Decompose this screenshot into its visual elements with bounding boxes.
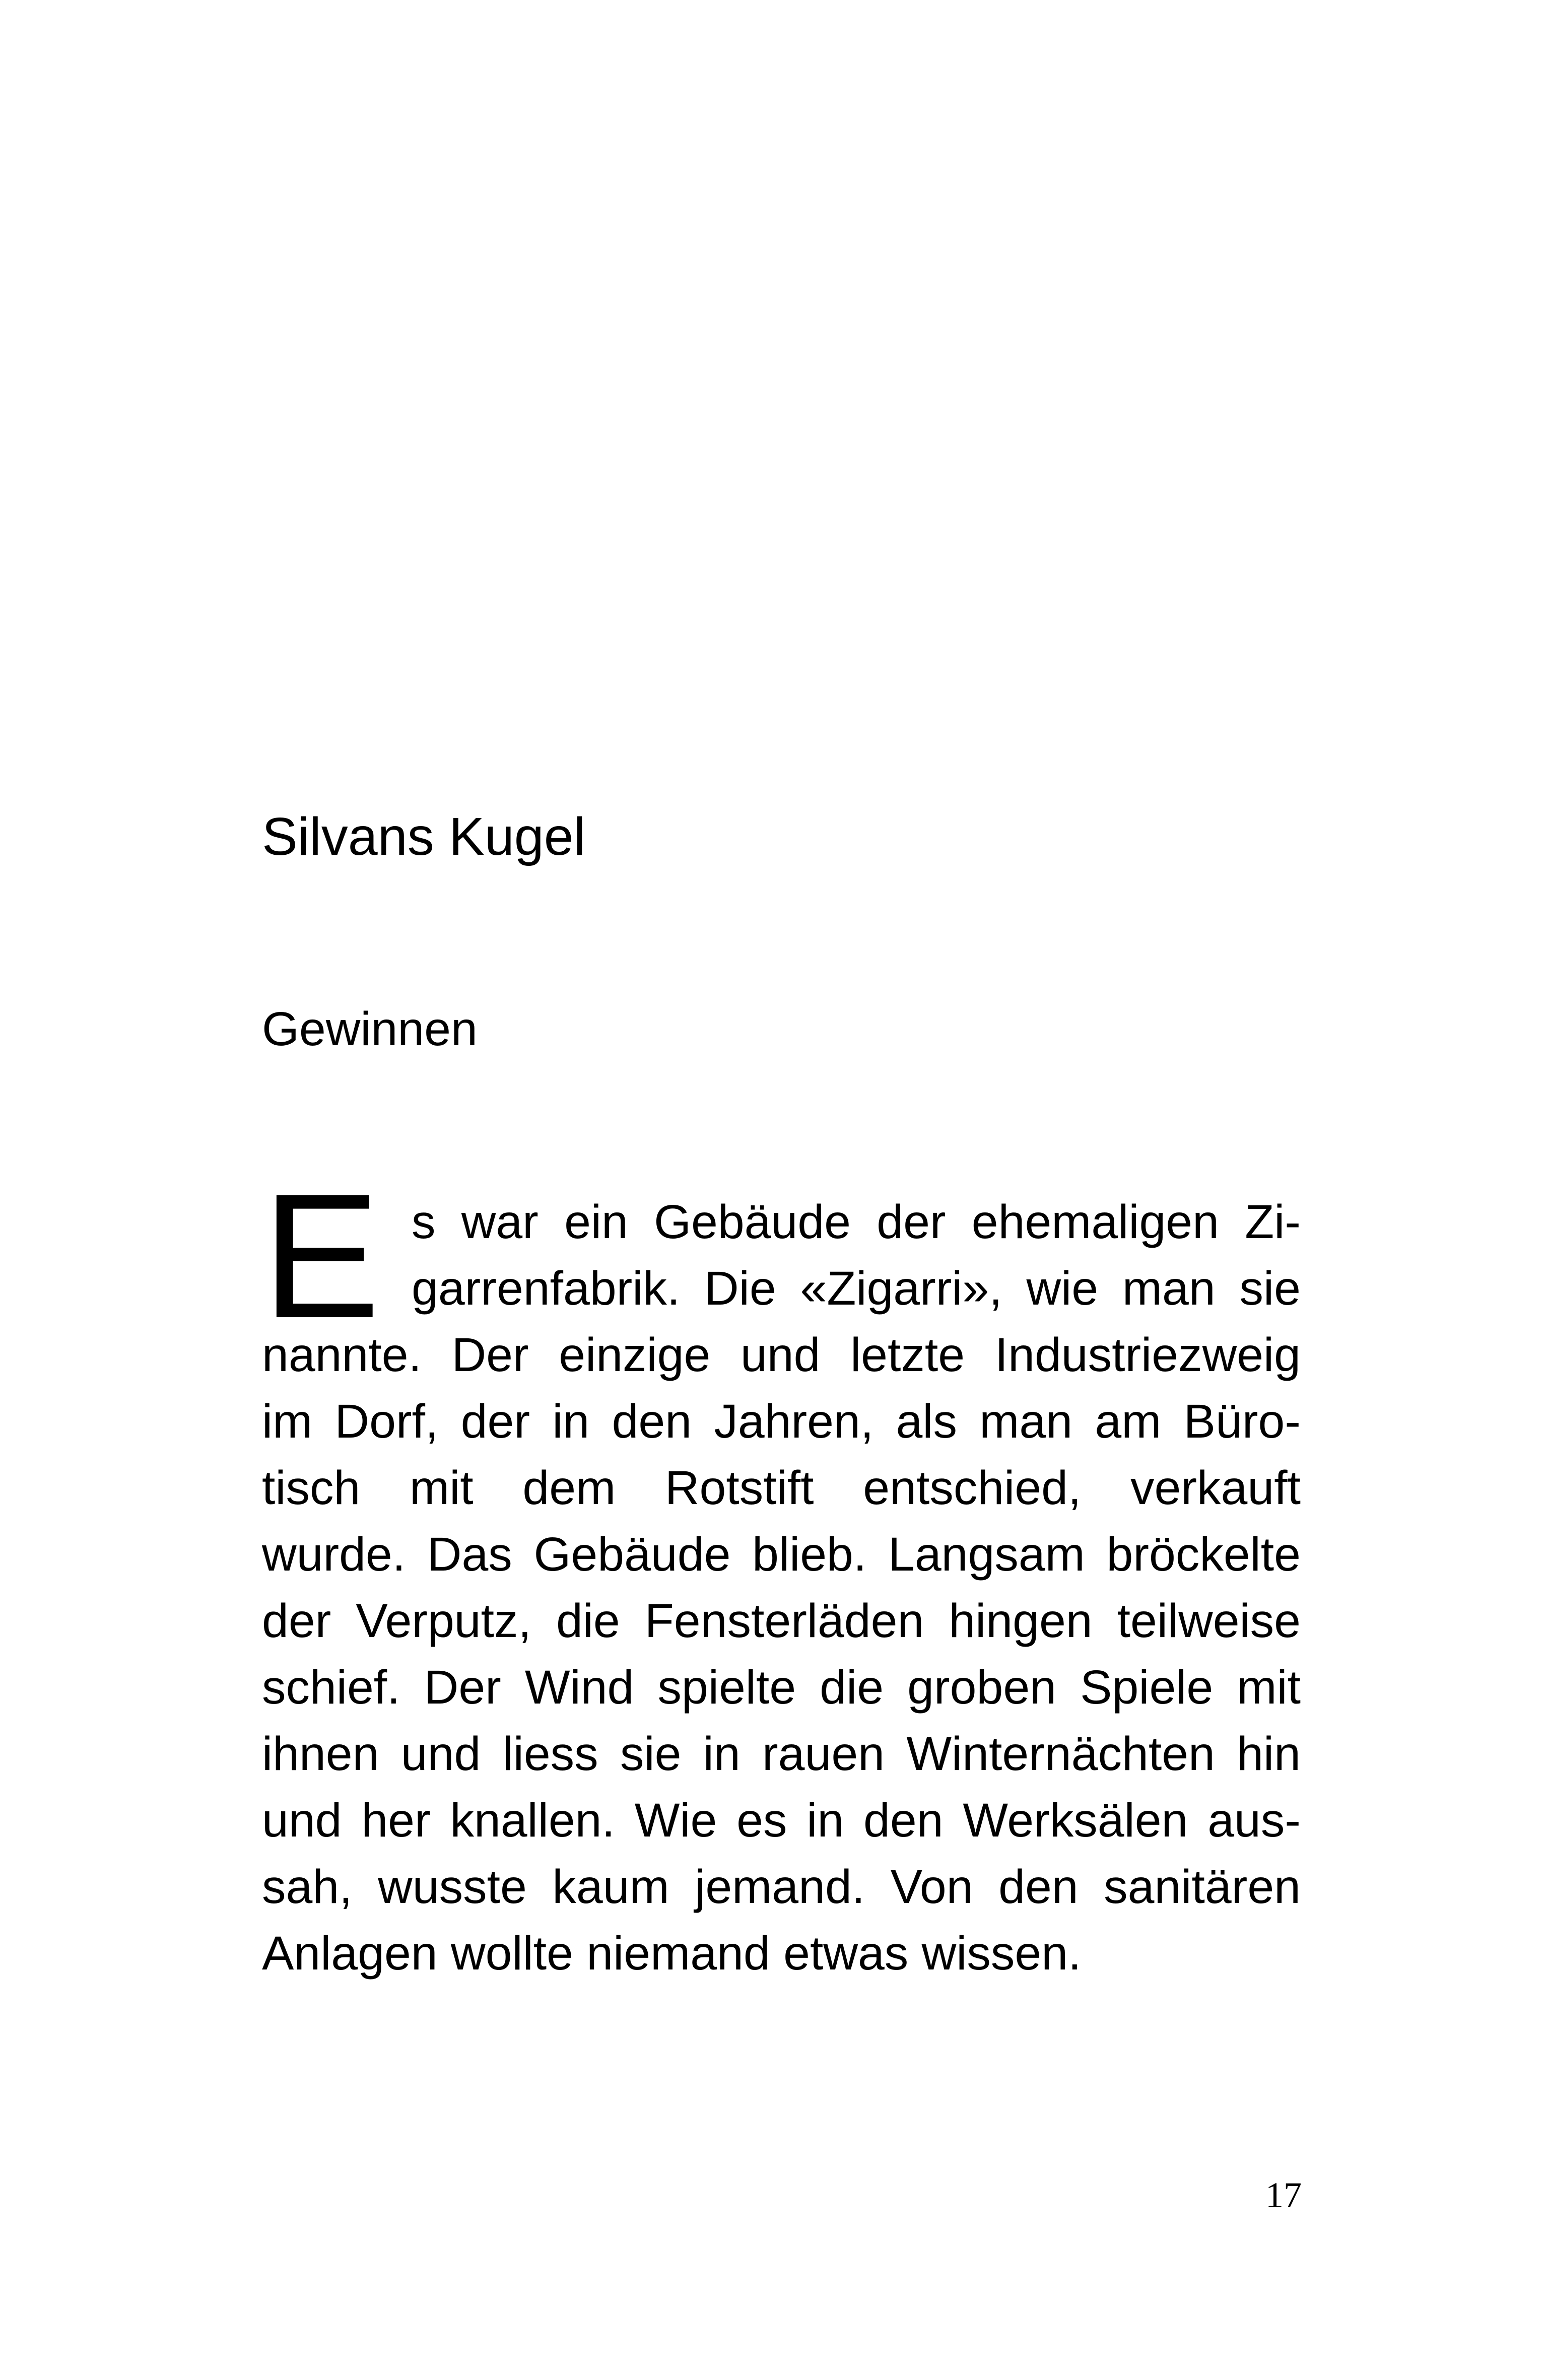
- paragraph-line: nannte. Der einzige und letzte Industriezweig: [262, 1328, 1301, 1382]
- paragraph-line: im Dorf, der in den Jahren, als man am Büro-: [262, 1395, 1301, 1448]
- drop-cap: E: [262, 1157, 380, 1355]
- paragraph-line: tisch mit dem Rotstift entschied, verkauft: [262, 1461, 1301, 1515]
- paragraph-line: sah, wusste kaum jemand. Von den sanitären: [262, 1860, 1301, 1914]
- paragraph-line: Anlagen wollte niemand etwas wissen.: [262, 1927, 1082, 1980]
- chapter-title: Silvans Kugel: [262, 807, 586, 866]
- paragraph-line: und her knallen. Wie es in den Werksälen aus-: [262, 1794, 1301, 1847]
- section-heading: Gewinnen: [262, 1002, 478, 1056]
- paragraph-line: wurde. Das Gebäude blieb. Langsam bröckelte: [262, 1528, 1301, 1581]
- paragraph-line: ihnen und liess sie in rauen Winternächten hin: [262, 1727, 1301, 1781]
- paragraph-line: der Verputz, die Fensterläden hingen teilweise: [262, 1594, 1301, 1648]
- body-paragraph: [262, 1157, 1301, 1987]
- paragraph-line: garrenfabrik. Die «Zigarri», wie man sie: [412, 1262, 1301, 1315]
- page-number: 17: [1265, 2175, 1302, 2215]
- paragraph-line: schief. Der Wind spielte die groben Spiele mit: [262, 1661, 1301, 1714]
- paragraph-line: s war ein Gebäude der ehemaligen Zi-: [412, 1195, 1301, 1249]
